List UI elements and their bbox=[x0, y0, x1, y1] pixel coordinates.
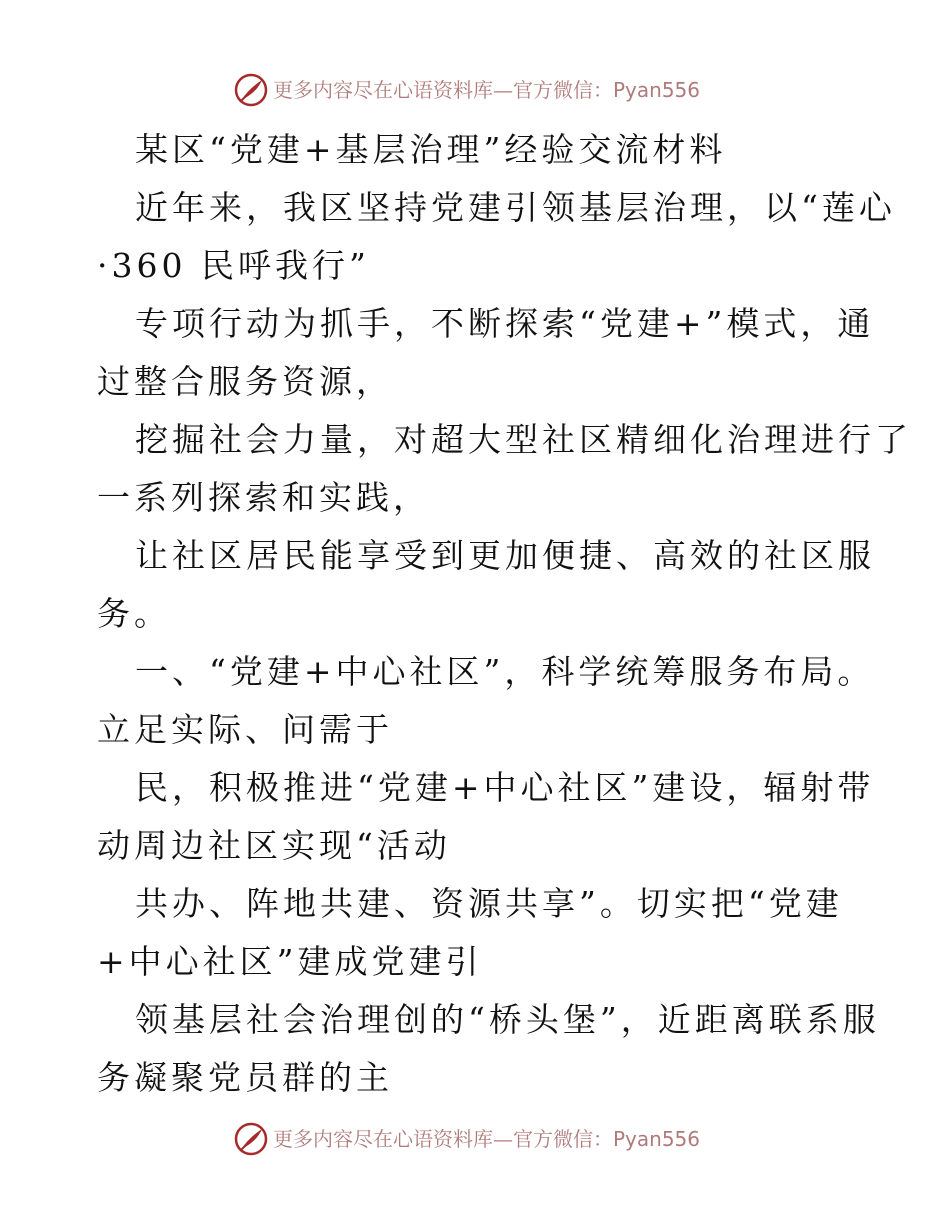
paragraph-line: 立足实际、问需于 bbox=[97, 710, 393, 749]
paragraph-line: 民，积极推进“党建+中心社区”建设，辐射带 bbox=[135, 768, 875, 807]
paragraph-line: ·360 民呼我行” bbox=[97, 246, 370, 285]
quill-logo-icon bbox=[233, 72, 269, 108]
paragraph-line: 领基层社会治理创的“桥头堡”，近距离联系服 bbox=[135, 1000, 880, 1039]
paragraph-line: 让社区居民能享受到更加便捷、高效的社区服 bbox=[135, 536, 875, 575]
watermark-wechat-id: Pyan556 bbox=[613, 78, 701, 102]
document-title: 某区“党建+基层治理”经验交流材料 bbox=[135, 130, 727, 169]
quill-logo-icon bbox=[233, 1121, 269, 1157]
watermark-wechat-id: Pyan556 bbox=[613, 1127, 701, 1151]
watermark-text: 更多内容尽在心语资料库—官方微信： bbox=[273, 78, 613, 102]
paragraph-line: 务。 bbox=[97, 594, 171, 633]
watermark-text: 更多内容尽在心语资料库—官方微信： bbox=[273, 1127, 613, 1151]
header-watermark bbox=[233, 72, 700, 108]
paragraph-line: 共办、阵地共建、资源共享”。切实把“党建 bbox=[135, 884, 843, 923]
paragraph-line: 挖掘社会力量，对超大型社区精细化治理进行了 bbox=[135, 420, 912, 459]
paragraph-line: 一系列探索和实践， bbox=[97, 478, 430, 517]
section-heading: 一、“党建+中心社区”，科学统筹服务布局。 bbox=[135, 652, 875, 691]
footer-watermark bbox=[233, 1121, 700, 1157]
paragraph-line: +中心社区”建成党建引 bbox=[97, 942, 483, 981]
paragraph-line: 近年来，我区坚持党建引领基层治理，以“莲心 bbox=[135, 188, 896, 227]
paragraph-line: 过整合服务资源， bbox=[97, 362, 393, 401]
paragraph-line: 专项行动为抓手，不断探索“党建+”模式，通 bbox=[135, 304, 875, 343]
paragraph-line: 动周边社区实现“活动 bbox=[97, 826, 451, 865]
paragraph-line: 务凝聚党员群的主 bbox=[97, 1058, 393, 1097]
